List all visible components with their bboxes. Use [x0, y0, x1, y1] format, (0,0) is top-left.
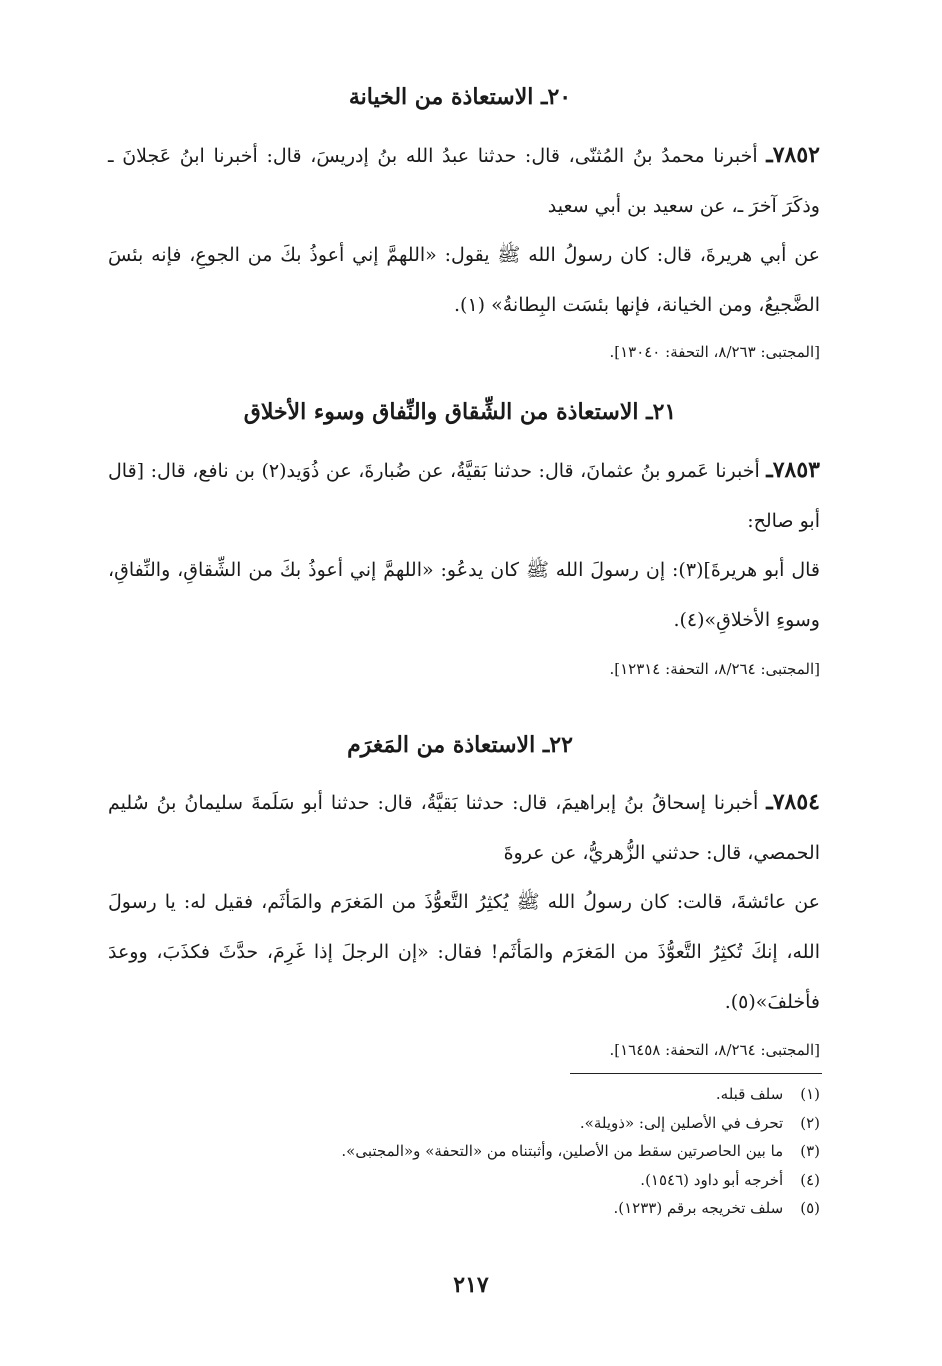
- hadith-7852-isnad: أخبرنا محمدُ بنُ المُثنّى، قال: حدثنا عبدُ الله بنُ إدريسَ، قال: أخبرنا ابنُ عَجلانَ ـ وذكَرَ آخرَ ـ، عن سعيد بن أبي سعيد: [108, 145, 820, 217]
- footnote-5: [120, 1194, 820, 1223]
- footnote-mark: (٤): [800, 1170, 820, 1189]
- footnote-1: [120, 1080, 820, 1109]
- chapter-heading-21: ٢١ـ الاستعاذة من الشِّقاق والنِّفاق وسوء الأخلاق: [243, 399, 677, 425]
- reference-7854: [المجتبى: ٨/٢٦٤، التحفة: ١٦٤٥٨].: [609, 1041, 820, 1059]
- chapter-heading-20: ٢٠ـ الاستعاذة من الخيانة: [348, 84, 572, 110]
- reference-7853: [المجتبى: ٨/٢٦٤، التحفة: ١٢٣١٤].: [609, 660, 820, 678]
- footnote-mark: (٥): [800, 1199, 820, 1217]
- hadith-7853-body: قال أبو هريرةَ](٣): إن رسولَ الله ﷺ كان يدعُو: «اللهمَّ إني أعوذُ بكَ من الشِّقاقِ، والنِّفاقِ، وسوءِ الأخلاقِ»(٤).: [108, 559, 820, 631]
- hadith-7854-isnad: أخبرنا إسحاقُ بنُ إبراهيمَ، قال: حدثنا بَقيَّةُ، قال: حدثنا أبو سَلَمةَ سليمانُ بنُ سُليم الحمصي، قال: حدثني الزُّهريُّ، عن عروةَ: [108, 792, 820, 864]
- footnote-3: [120, 1137, 820, 1166]
- footnote-2: [120, 1109, 820, 1138]
- footnote-text: أخرجه أبو داود (١٥٤٦).: [640, 1170, 784, 1189]
- footnote-text: سلف تخريجه برقم (١٢٣٣).: [613, 1199, 784, 1217]
- footnote-4: [120, 1166, 820, 1195]
- chapter-heading-22: ٢٢ـ الاستعاذة من المَغرَم: [347, 732, 573, 758]
- footnote-mark: (٢): [800, 1113, 820, 1132]
- page-number: ٢١٧: [453, 1272, 489, 1298]
- footnotes: [120, 1080, 820, 1223]
- footnote-text: سلف قبله.: [715, 1085, 784, 1103]
- hadith-7852-body: عن أبي هريرةَ، قال: كان رسولُ الله ﷺ يقول: «اللهمَّ إني أعوذُ بكَ من الجوعِ، فإنه بئسَ الضَّجيعُ، ومن الخيانة، فإنها بئسَت البِطانةُ» (١).: [108, 244, 820, 316]
- footnote-text: تحرف في الأصلين إلى: «ذويلة».: [579, 1113, 784, 1132]
- footnote-divider: [570, 1073, 822, 1074]
- hadith-7853-isnad: أخبرنا عَمرو بنُ عثمانَ، قال: حدثنا بَقيَّةُ، عن ضُبارةَ، عن ذُوَيد(٢) بن نافع، قال: [قال أبو صالح:: [108, 460, 820, 532]
- hadith-7853-chain: [108, 445, 820, 546]
- footnote-mark: (١): [800, 1085, 820, 1103]
- footnote-text: ما بين الحاصرتين سقط من الأصلين، وأثبتناه من «التحفة» و«المجتبى».: [341, 1142, 784, 1160]
- hadith-number-7854: ٧٨٥٤ـ: [766, 789, 820, 815]
- footnote-mark: (٣): [800, 1142, 820, 1160]
- hadith-7854-body: عن عائشةَ، قالت: كان رسولُ الله ﷺ يُكثِرُ التَّعوُّذَ من المَغرَم والمَأثَم، فقيل له: يا رسولَ الله، إنكَ تُكثِرُ التَّعوُّذَ من المَغرَم والمَأثَم! فقال: «إن الرجلَ إذا غَرِمَ، حدَّثَ فكذَبَ، ووعدَ فأخلفَ»(٥).: [108, 891, 820, 1013]
- hadith-number-7853: ٧٨٥٣ـ: [766, 457, 820, 483]
- hadith-number-7852: ٧٨٥٢ـ: [766, 142, 820, 168]
- reference-7852: [المجتبى: ٨/٢٦٣، التحفة: ١٣٠٤٠].: [609, 343, 820, 361]
- hadith-7854-chain: [108, 777, 820, 878]
- hadith-7852-chain: [108, 130, 820, 231]
